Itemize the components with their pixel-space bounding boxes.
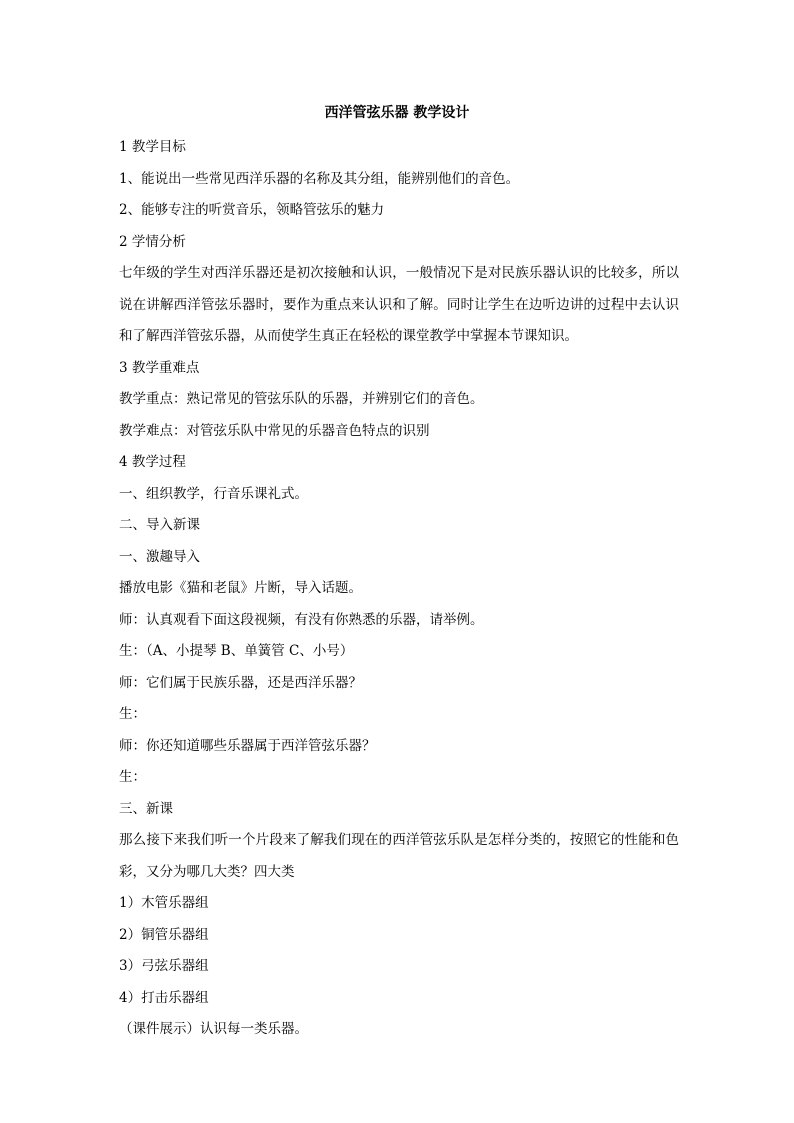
dialogue-student-2: 生：: [119, 706, 146, 722]
process-substep-hook: 一、激趣导入: [119, 548, 200, 565]
group-item-percussion: 4）打击乐器组: [119, 989, 209, 1006]
document-body: [119, 132, 679, 1046]
process-step-organize: 一、组织教学，行音乐课礼式。: [119, 485, 308, 502]
dialogue-student-1: 生：（A、小提琴 B、单簧管 C、小号）: [119, 643, 354, 659]
key-point: 教学重点：熟记常见的管弦乐队的乐器，并辨别它们的音色。: [119, 391, 484, 407]
heading-key-points: 3 教学重难点: [119, 359, 200, 376]
dialogue-teacher-2: 师：它们属于民族乐器，还是西洋乐器？: [119, 674, 362, 691]
goal-item-1: 1、能说出一些常见西洋乐器的名称及其分组，能辨别他们的音色。: [119, 170, 520, 187]
goal-item-2: 2、能够专注的听赏音乐，领略管弦乐的魅力: [119, 202, 385, 218]
new-lesson-paragraph: 那么接下来我们听一个片段来了解我们现在的西洋管弦乐队是怎样分类的，按照它的性能和色彩，又分为哪几大类？四大类: [119, 832, 679, 880]
process-step-introduce: 二、导入新课: [119, 517, 200, 533]
dialogue-student-3: 生：: [119, 769, 146, 785]
group-item-strings: 3）弓弦乐器组: [119, 958, 209, 974]
group-item-brass: 2）铜管乐器组: [119, 926, 209, 943]
group-item-woodwind: 1）木管乐器组: [119, 895, 209, 911]
learner-analysis-paragraph: 七年级的学生对西洋乐器还是初次接触和认识，一般情况下是对民族乐器认识的比较多，所以说在讲解西洋管弦乐器时，要作为重点来认识和了解。同时让学生在边听边讲的过程中去认识和了解西洋管弦乐器，从而使学生真正在轻松的课堂教学中掌握本节课知识。: [119, 265, 679, 344]
heading-teaching-goals: 1 教学目标: [119, 139, 186, 155]
heading-teaching-process: 4 教学过程: [119, 454, 186, 470]
document-title: 西洋管弦乐器 教学设计: [324, 105, 470, 121]
heading-learner-analysis: 2 学情分析: [119, 233, 186, 250]
process-line-movie: 播放电影《猫和老鼠》片断，导入话题。: [119, 580, 362, 596]
process-step-new-lesson: 三、新课: [119, 800, 173, 817]
difficult-point: 教学难点：对管弦乐队中常见的乐器音色特点的识别: [119, 422, 430, 439]
dialogue-teacher-3: 师：你还知道哪些乐器属于西洋管弦乐器？: [119, 737, 376, 754]
dialogue-teacher-1: 师：认真观看下面这段视频，有没有你熟悉的乐器，请举例。: [119, 611, 484, 628]
courseware-line: （课件展示）认识每一类乐器。: [119, 1021, 308, 1037]
